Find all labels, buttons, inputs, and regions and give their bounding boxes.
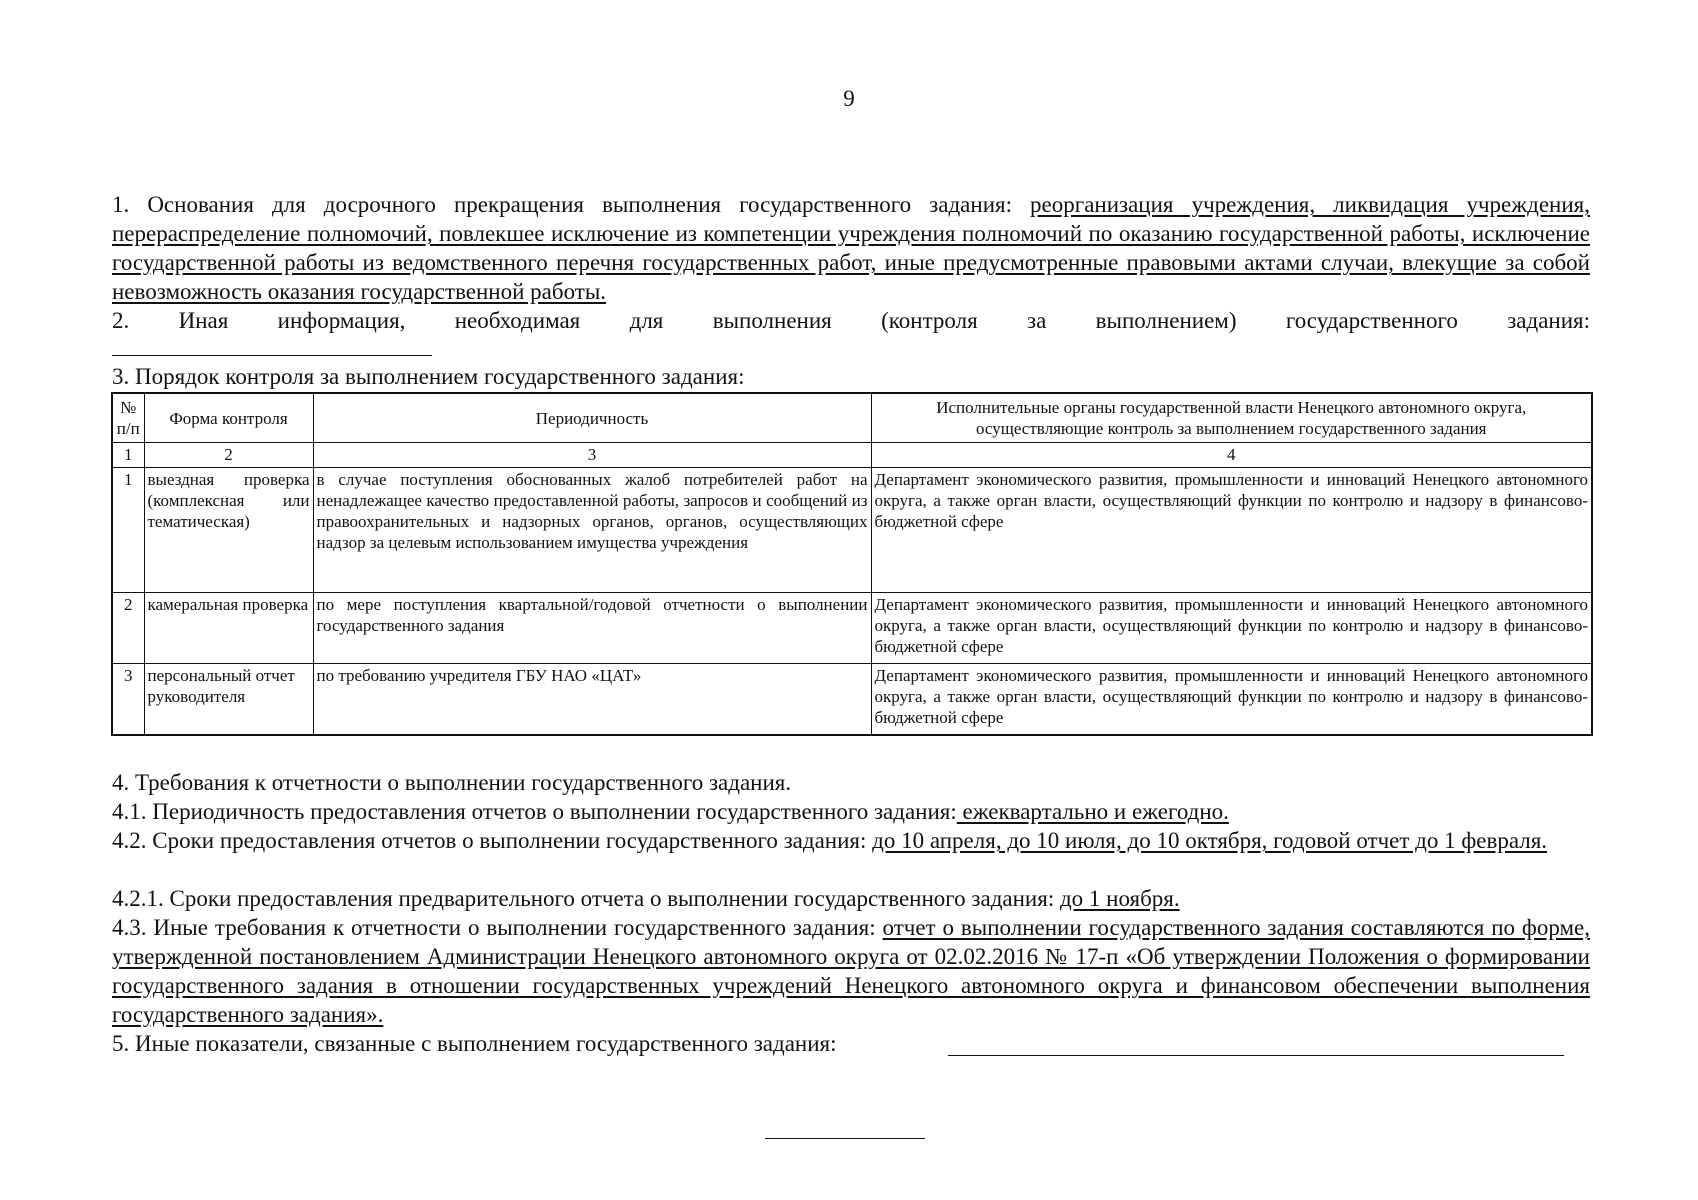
page-number: 9	[843, 86, 855, 111]
index-cell: 3	[313, 443, 871, 468]
section-4-2-value: до 10 апреля, до 10 июля, до 10 октября, годовой отчет до 1 февраля.	[872, 828, 1548, 853]
section-4-3-other-requirements	[112, 913, 1590, 1029]
row-authority: Департамент экономического развития, промышленности и инноваций Ненецкого автономного округа, а также орган власти, осуществляющий функции по контролю и надзору в финансово-бюджетной сфере	[871, 468, 1592, 593]
index-cell: 2	[144, 443, 313, 468]
section-4-3-lead: 4.3. Иные требования к отчетности о выполнении государственного задания:	[112, 915, 883, 940]
control-procedure-table	[111, 392, 1593, 736]
section-4-2-lead: 4.2. Сроки предоставления отчетов о выполнении государственного задания:	[112, 828, 873, 853]
section-4-1-value: ежеквартально и ежегодно.	[956, 799, 1229, 824]
table-row	[112, 468, 1592, 593]
row-control-form: персональный отчет руководителя	[144, 664, 313, 736]
section-5-blank-line	[948, 1055, 1564, 1056]
section-1-early-termination	[112, 190, 1590, 306]
header-number: № п/п	[112, 393, 144, 443]
row-frequency: по требованию учредителя ГБУ НАО «ЦАТ»	[313, 664, 871, 736]
table-row	[112, 593, 1592, 664]
header-control-form: Форма контроля	[144, 393, 313, 443]
row-authority: Департамент экономического развития, промышленности и инноваций Ненецкого автономного округа, а также орган власти, осуществляющий функции по контролю и надзору в финансово-бюджетной сфере	[871, 664, 1592, 736]
table-header-row	[112, 393, 1592, 443]
section-4-2-1-preliminary	[112, 884, 1590, 913]
section-3-title: 3. Порядок контроля за выполнением государственного задания:	[112, 364, 745, 389]
table-index-row	[112, 443, 1592, 468]
table-row	[112, 664, 1592, 736]
row-frequency: по мере поступления квартальной/годовой отчетности о выполнении государственного задания	[313, 593, 871, 664]
index-cell: 4	[871, 443, 1592, 468]
section-4-title: 4. Требования к отчетности о выполнении государственного задания.	[112, 770, 792, 795]
header-frequency: Периодичность	[313, 393, 871, 443]
section-4-3-value: отчет о выполнении государственного задания составляются по форме, утвержденной постановлением Администрации Ненецкого автономного округа от 02.02.2016 № 17-п «Об утверждении Положения о формировании государственного задания в отношении государственных учреждений Ненецкого автономного округа и финансовом обеспечении выполнения государственного задания».	[112, 915, 1590, 1027]
section-4-2-deadlines	[112, 826, 1590, 855]
section-2-other-info: 2. Иная информация, необходимая для выполнения (контроля за выполнением) государственного задания:	[112, 308, 1590, 333]
section-4-2-1-value: до 1 ноября.	[1059, 886, 1180, 911]
section-1-grounds: реорганизация учреждения, ликвидация учреждения, перераспределение полномочий, повлекшее исключение из компетенции учреждения полномочий по оказанию государственной работы, исключение государственной работы из ведомственного перечня государственных работ, иные предусмотренные правовыми актами случаи, влекущие за собой невозможность оказания государственной работы.	[112, 192, 1590, 304]
section-4-2-1-lead: 4.2.1. Сроки предоставления предварительного отчета о выполнении государственного задания:	[112, 886, 1060, 911]
section-4-1-lead: 4.1. Периодичность предоставления отчетов о выполнении государственного задания:	[112, 799, 957, 824]
row-number: 3	[112, 664, 144, 736]
row-frequency: в случае поступления обоснованных жалоб потребителей работ на ненадлежащее качество предоставленной работы, запросов и сообщений из правоохранительных и надзорных органов, органов, осуществляющих надзор за целевым использованием имущества учреждения	[313, 468, 871, 593]
row-number: 2	[112, 593, 144, 664]
row-control-form: выездная проверка (комплексная или тематическая)	[144, 468, 313, 593]
header-authorities: Исполнительные органы государственной власти Ненецкого автономного округа, осуществляющие контроль за выполнением государственного задания	[871, 393, 1592, 443]
section-2-blank-line	[112, 355, 432, 356]
row-number: 1	[112, 468, 144, 593]
index-cell: 1	[112, 443, 144, 468]
section-4-1-frequency	[112, 797, 1590, 826]
row-authority: Департамент экономического развития, промышленности и инноваций Ненецкого автономного округа, а также орган власти, осуществляющий функции по контролю и надзору в финансово-бюджетной сфере	[871, 593, 1592, 664]
section-5-other-indicators: 5. Иные показатели, связанные с выполнением государственного задания:	[112, 1031, 837, 1056]
row-control-form: камеральная проверка	[144, 593, 313, 664]
end-separator-line	[765, 1138, 925, 1139]
section-1-lead: 1. Основания для досрочного прекращения выполнения государственного задания:	[112, 192, 1031, 217]
